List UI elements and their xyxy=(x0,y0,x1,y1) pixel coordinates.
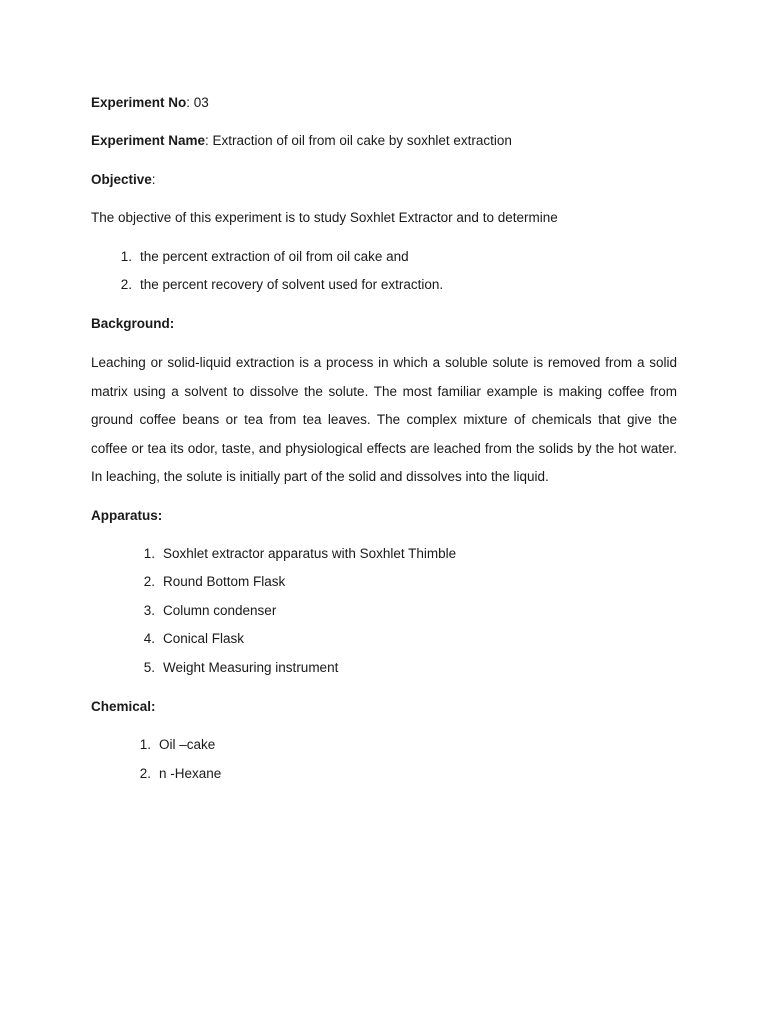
apparatus-item-number: 1. xyxy=(143,546,155,561)
apparatus-item-number: 2. xyxy=(143,574,155,589)
chemical-item-text: n -Hexane xyxy=(159,766,222,781)
apparatus-heading: Apparatus: xyxy=(91,508,163,523)
apparatus-item xyxy=(141,545,456,563)
chemical-item-number: 2. xyxy=(139,766,151,781)
objective-item xyxy=(118,276,443,294)
apparatus-item-number: 4. xyxy=(143,631,155,646)
objective-item-text: the percent recovery of solvent used for extraction. xyxy=(140,277,444,292)
objective-heading xyxy=(91,171,156,189)
chemical-item-number: 1. xyxy=(139,737,151,752)
apparatus-item-number: 5. xyxy=(143,660,155,675)
apparatus-item-text: Conical Flask xyxy=(163,631,245,646)
objective-item-text: the percent extraction of oil from oil cake and xyxy=(140,249,409,264)
objective-item xyxy=(118,248,409,266)
apparatus-item xyxy=(141,602,276,620)
background-heading: Background: xyxy=(91,316,175,331)
apparatus-item xyxy=(141,630,244,648)
experiment-name-line xyxy=(91,132,512,150)
apparatus-item-text: Round Bottom Flask xyxy=(163,574,286,589)
apparatus-item xyxy=(141,659,338,677)
apparatus-item xyxy=(141,573,285,591)
objective-suffix: : xyxy=(151,172,156,187)
apparatus-item-text: Soxhlet extractor apparatus with Soxhlet Thimble xyxy=(163,546,457,561)
experiment-no-line xyxy=(91,94,209,112)
apparatus-item-number: 3. xyxy=(143,603,155,618)
apparatus-item-text: Column condenser xyxy=(163,603,277,618)
apparatus-item-text: Weight Measuring instrument xyxy=(163,660,339,675)
experiment-name-label: Experiment Name xyxy=(91,133,206,148)
objective-label: Objective xyxy=(91,172,152,187)
experiment-no-value: : 03 xyxy=(186,95,209,110)
chemical-item xyxy=(137,765,221,783)
background-paragraph: Leaching or solid-liquid extraction is a process in which a soluble solute is removed from a solid matrix using a solvent to dissolve the solute. The most familiar example is making coffee from ground coffee beans or tea from tea leaves. The complex mixture of chemicals that give the coffee or tea its odor, taste, and physiological effects are leached from the solids by the hot water. In leaching, the solute is initially part of the solid and dissolves into the liquid. xyxy=(91,355,677,484)
chemical-item xyxy=(137,736,215,754)
experiment-no-label: Experiment No xyxy=(91,95,187,110)
experiment-name-value: : Extraction of oil from oil cake by soxhlet extraction xyxy=(205,133,512,148)
objective-intro: The objective of this experiment is to study Soxhlet Extractor and to determine xyxy=(91,210,558,225)
objective-item-number: 1. xyxy=(120,249,132,264)
chemical-heading: Chemical: xyxy=(91,699,156,714)
objective-item-number: 2. xyxy=(120,277,132,292)
chemical-item-text: Oil –cake xyxy=(159,737,216,752)
